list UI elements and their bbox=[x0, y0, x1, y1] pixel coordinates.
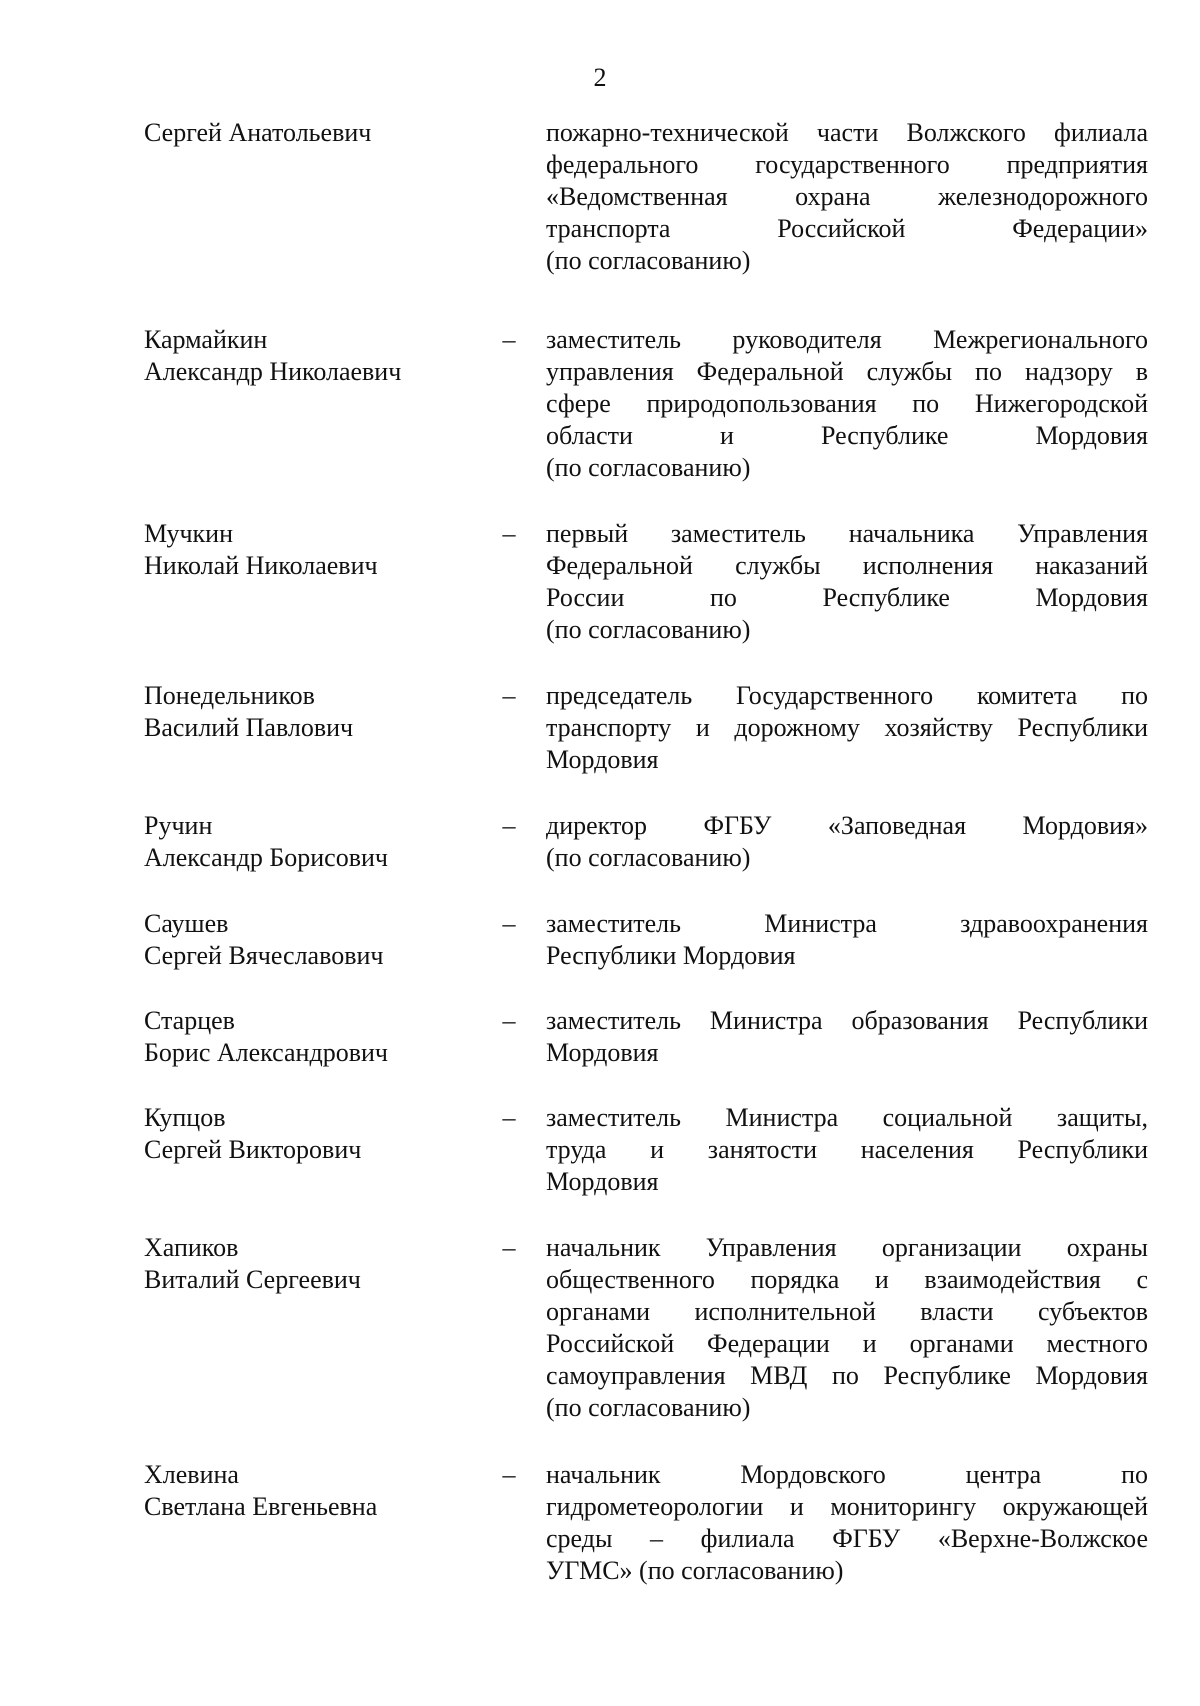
member-surname: Кармайкин bbox=[144, 325, 268, 354]
member-position bbox=[546, 1005, 1148, 1069]
member-name bbox=[144, 1459, 464, 1523]
member-name bbox=[144, 117, 464, 149]
dash-separator: – bbox=[502, 519, 516, 548]
dash-separator: – bbox=[502, 1233, 516, 1262]
member-position bbox=[546, 1102, 1148, 1198]
member-name bbox=[144, 810, 464, 874]
member-surname: Саушев bbox=[144, 909, 229, 938]
member-surname: Мучкин bbox=[144, 519, 234, 548]
member-position bbox=[546, 810, 1148, 874]
member-surname: Купцов bbox=[144, 1103, 226, 1132]
position-line: Мордовия bbox=[546, 1167, 659, 1196]
position-line: России по Республике Мордовия bbox=[546, 583, 1148, 612]
member-surname: Хлевина bbox=[144, 1460, 239, 1489]
dash-separator: – bbox=[502, 325, 516, 354]
position-line: директор ФГБУ «Заповедная Мордовия» bbox=[546, 811, 1148, 840]
position-line: транспорта Российской Федерации» bbox=[546, 214, 1148, 243]
page-number: 2 bbox=[593, 63, 607, 92]
member-given-names: Николай Николаевич bbox=[144, 551, 378, 580]
position-line: пожарно-технической части Волжского филиала bbox=[546, 118, 1148, 147]
position-line: первый заместитель начальника Управления bbox=[546, 519, 1148, 548]
position-line: области и Республике Мордовия bbox=[546, 421, 1148, 450]
position-line: «Ведомственная охрана железнодорожного bbox=[546, 182, 1148, 211]
position-line: среды – филиала ФГБУ «Верхне-Волжское bbox=[546, 1524, 1148, 1553]
position-line: управления Федеральной службы по надзору в bbox=[546, 357, 1148, 386]
member-given-names: Борис Александрович bbox=[144, 1038, 388, 1067]
position-line: (по согласованию) bbox=[546, 246, 751, 275]
member-surname: Хапиков bbox=[144, 1233, 239, 1262]
member-position bbox=[546, 1459, 1148, 1587]
member-name bbox=[144, 1005, 464, 1069]
member-given-names: Виталий Сергеевич bbox=[144, 1265, 361, 1294]
member-surname: Понедельников bbox=[144, 681, 315, 710]
dash-separator: – bbox=[502, 1006, 516, 1035]
member-surname: Ручин bbox=[144, 811, 213, 840]
position-line: (по согласованию) bbox=[546, 453, 751, 482]
position-line: начальник Мордовского центра по bbox=[546, 1460, 1148, 1489]
position-line: председатель Государственного комитета по bbox=[546, 681, 1148, 710]
member-given-names: Сергей Викторович bbox=[144, 1135, 362, 1164]
position-line: (по согласованию) bbox=[546, 615, 751, 644]
member-position bbox=[546, 908, 1148, 972]
position-line: заместитель Министра образования Республики bbox=[546, 1006, 1148, 1035]
dash-separator: – bbox=[502, 1103, 516, 1132]
dash-separator: – bbox=[502, 811, 516, 840]
position-line: труда и занятости населения Республики bbox=[546, 1135, 1148, 1164]
member-name-line: Сергей Анатольевич bbox=[144, 118, 372, 147]
member-name bbox=[144, 1102, 464, 1166]
member-position bbox=[546, 117, 1148, 277]
position-line: органами исполнительной власти субъектов bbox=[546, 1297, 1148, 1326]
position-line: заместитель Министра здравоохранения bbox=[546, 909, 1148, 938]
member-given-names: Александр Борисович bbox=[144, 843, 388, 872]
dash-separator: – bbox=[502, 909, 516, 938]
member-name bbox=[144, 1232, 464, 1296]
member-given-names: Александр Николаевич bbox=[144, 357, 402, 386]
member-given-names: Сергей Вячеславович bbox=[144, 941, 384, 970]
position-line: заместитель руководителя Межрегионального bbox=[546, 325, 1148, 354]
position-line: общественного порядка и взаимодействия с bbox=[546, 1265, 1148, 1294]
member-given-names: Светлана Евгеньевна bbox=[144, 1492, 378, 1521]
position-line: федерального государственного предприятия bbox=[546, 150, 1148, 179]
position-line: Республики Мордовия bbox=[546, 941, 796, 970]
position-line: Российской Федерации и органами местного bbox=[546, 1329, 1148, 1358]
position-line: заместитель Министра социальной защиты, bbox=[546, 1103, 1148, 1132]
member-surname: Старцев bbox=[144, 1006, 235, 1035]
position-line: начальник Управления организации охраны bbox=[546, 1233, 1148, 1262]
member-name bbox=[144, 518, 464, 582]
position-line: УГМС» (по согласованию) bbox=[546, 1556, 844, 1585]
position-line: Федеральной службы исполнения наказаний bbox=[546, 551, 1148, 580]
member-given-names: Василий Павлович bbox=[144, 713, 354, 742]
member-position bbox=[546, 518, 1148, 646]
member-position bbox=[546, 680, 1148, 776]
member-position bbox=[546, 324, 1148, 484]
member-position bbox=[546, 1232, 1148, 1424]
position-line: Мордовия bbox=[546, 1038, 659, 1067]
position-line: сфере природопользования по Нижегородской bbox=[546, 389, 1148, 418]
position-line: Мордовия bbox=[546, 745, 659, 774]
position-line: гидрометеорологии и мониторингу окружающей bbox=[546, 1492, 1148, 1521]
dash-separator: – bbox=[502, 1460, 516, 1489]
member-name bbox=[144, 908, 464, 972]
member-name bbox=[144, 324, 464, 388]
position-line: (по согласованию) bbox=[546, 1393, 751, 1422]
position-line: самоуправления МВД по Республике Мордовия bbox=[546, 1361, 1148, 1390]
member-name bbox=[144, 680, 464, 744]
position-line: транспорту и дорожному хозяйству Республики bbox=[546, 713, 1148, 742]
position-line: (по согласованию) bbox=[546, 843, 751, 872]
dash-separator: – bbox=[502, 681, 516, 710]
